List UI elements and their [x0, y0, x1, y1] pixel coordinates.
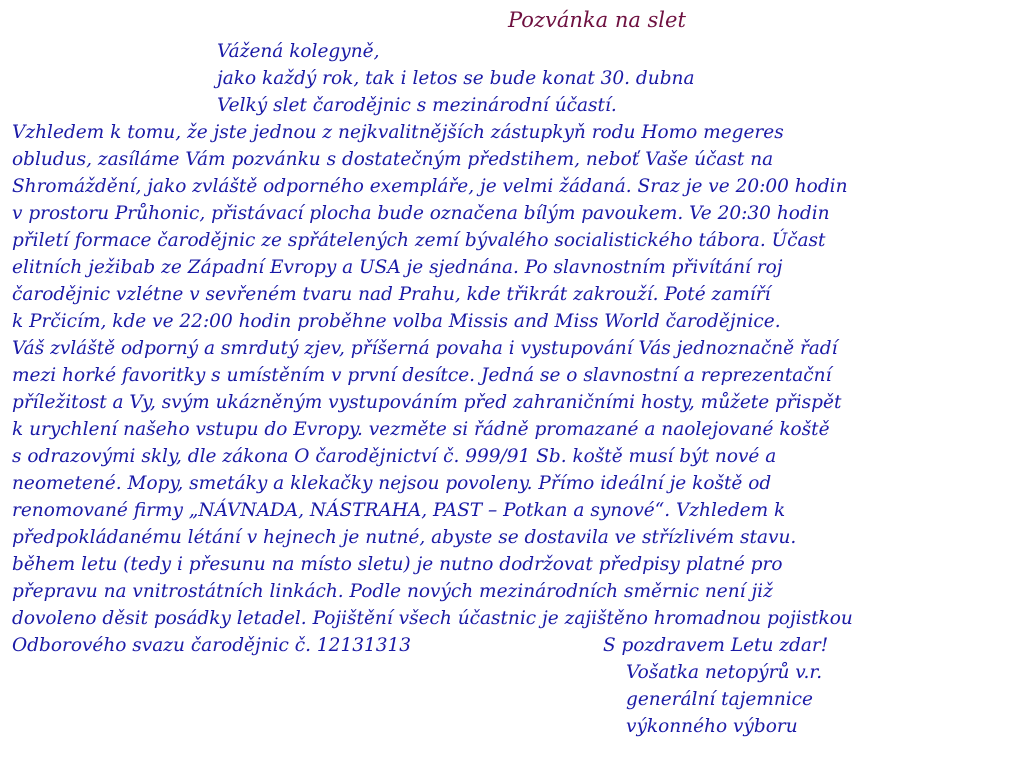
signature-title: výkonného výboru: [626, 716, 798, 737]
body-line: předpokládanému létání v hejnech je nutné, abyste se dostavila ve střízlivém stavu.: [12, 527, 797, 548]
body-line: čarodějnic vzlétne v sevřeném tvaru nad Prahu, kde třikrát zakrouží. Poté zamíří: [12, 284, 771, 305]
signature-name: Vošatka netopýrů v.r.: [626, 662, 823, 683]
body-line: během letu (tedy i přesunu na místo sletu) je nutno dodržovat předpisy platné pro: [12, 554, 783, 575]
body-line: přiletí formace čarodějnic ze spřátelených zemí bývalého socialistického tábora. Účast: [12, 230, 826, 251]
body-line: příležitost a Vy, svým ukázněným vystupováním před zahraničními hosty, můžete přispět: [12, 392, 842, 413]
page-title: Pozvánka na slet: [508, 8, 686, 32]
signature-title: generální tajemnice: [626, 689, 813, 710]
body-line: v prostoru Průhonic, přistávací plocha bude označena bílým pavoukem. Ve 20:30 hodin: [12, 203, 830, 224]
body-line: Odborového svazu čarodějnic č. 12131313: [12, 635, 412, 656]
body-line: k urychlení našeho vstupu do Evropy. vezměte si řádně promazané a naolejované koště: [12, 419, 830, 440]
closing-greeting: S pozdravem Letu zdar!: [603, 635, 829, 656]
body-line: dovoleno děsit posádky letadel. Pojištění všech účastnic je zajištěno hromadnou pojistkou: [12, 608, 853, 629]
body-line: k Prčicím, kde ve 22:00 hodin proběhne volba Missis and Miss World čarodějnice.: [12, 311, 781, 332]
body-line: Váš zvláště odporný a smrdutý zjev, příšerná povaha i vystupování Vás jednoznačně řadí: [12, 338, 838, 359]
body-line: obludus, zasíláme Vám pozvánku s dostatečným předstihem, neboť Vaše účast na: [12, 149, 774, 170]
intro-line: jako každý rok, tak i letos se bude konat 30. dubna: [217, 68, 695, 89]
body-line: s odrazovými skly, dle zákona O čarodějnictví č. 999/91 Sb. koště musí být nové a: [12, 446, 777, 467]
body-line: Vzhledem k tomu, že jste jednou z nejkvalitnějších zástupkyň rodu Homo megeres: [12, 122, 784, 143]
body-line: renomované firmy „NÁVNADA, NÁSTRAHA, PAST – Potkan a synové“. Vzhledem k: [12, 500, 786, 521]
body-line: elitních ježibab ze Západní Evropy a USA je sjednána. Po slavnostním přivítání roj: [12, 257, 783, 278]
intro-line: Velký slet čarodějnic s mezinárodní účastí.: [217, 95, 617, 116]
body-line: přepravu na vnitrostátních linkách. Podle nových mezinárodních směrnic není již: [12, 581, 773, 602]
body-line: Shromáždění, jako zvláště odporného exempláře, je velmi žádaná. Sraz je ve 20:00 hodin: [12, 176, 848, 197]
body-line: mezi horké favoritky s umístěním v první desítce. Jedná se o slavnostní a reprezentační: [12, 365, 832, 386]
salutation: Vážená kolegyně,: [217, 41, 380, 62]
body-line: neometené. Mopy, smetáky a klekačky nejsou povoleny. Přímo ideální je koště od: [12, 473, 772, 494]
